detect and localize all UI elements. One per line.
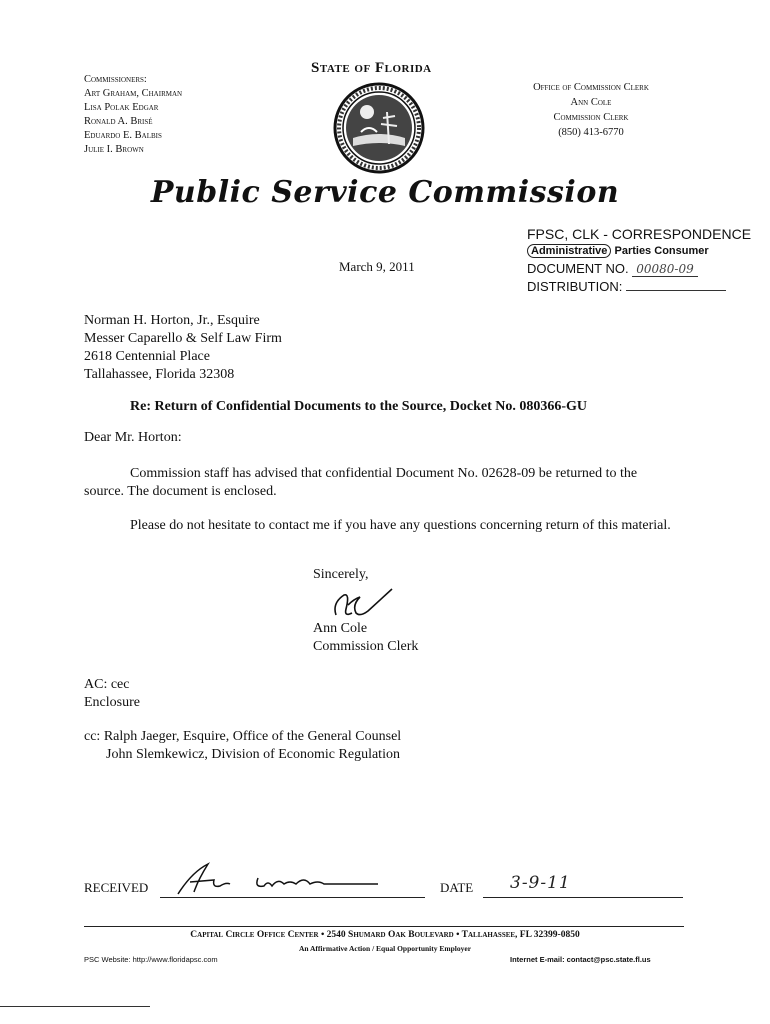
received-signature-icon <box>168 858 388 898</box>
stamp-categories <box>527 243 751 260</box>
address-line: 2618 Centennial Place <box>84 349 210 364</box>
clerk-phone: (850) 413-6770 <box>558 127 624 138</box>
stamp-heading: FPSC, CLK - CORRESPONDENCE <box>527 226 752 242</box>
cc-line: John Slemkewicz, Division of Economic Regulation <box>106 747 400 762</box>
subject-line: Re: Return of Confidential Documents to the Source, Docket No. 080366-GU <box>130 399 588 414</box>
cc-line: cc: Ralph Jaeger, Esquire, Office of the General Counsel <box>84 729 402 744</box>
signer-title: Commission Clerk <box>313 639 419 654</box>
footer-divider <box>84 926 684 927</box>
stamp-doc-label: DOCUMENT NO. <box>527 261 629 276</box>
signature-initials-icon <box>322 585 402 621</box>
enclosure-note: Enclosure <box>84 695 140 710</box>
commissioner-name: Julie I. Brown <box>84 144 144 155</box>
commissioner-name: Eduardo E. Balbis <box>84 130 162 141</box>
date-label: DATE <box>440 880 474 895</box>
received-label: RECEIVED <box>84 880 149 895</box>
scan-artifact-line <box>0 1006 150 1007</box>
recipient-address <box>84 312 282 384</box>
stamp-consumer: Consumer <box>654 245 709 257</box>
body-paragraph: Commission staff has advised that confidential Document No. 02628-09 be returned to the source. The document is enclosed. <box>84 466 638 499</box>
stamp-doc-number: 00080-09 <box>632 262 698 277</box>
page-title: Public Service Commission <box>150 175 620 210</box>
state-seal-icon <box>333 82 425 174</box>
commissioner-name: Lisa Polak Edgar <box>84 102 159 113</box>
commissioners-list <box>84 73 182 157</box>
clerk-name: Ann Cole <box>570 97 612 108</box>
address-line: Messer Caparello & Self Law Firm <box>84 331 282 346</box>
footer-employer: An Affirmative Action / Equal Opportunity Employer <box>298 944 472 953</box>
salutation: Dear Mr. Horton: <box>84 430 182 445</box>
footer-address: Capital Circle Office Center • 2540 Shumard Oak Boulevard • Tallahassee, FL 32399-0850 <box>190 930 580 940</box>
cc-block <box>84 728 401 764</box>
commissioners-heading: Commissioners: <box>84 74 147 85</box>
clerk-office-name: Office of Commission Clerk <box>533 82 649 93</box>
correspondence-stamp <box>527 226 751 295</box>
letter-date: March 9, 2011 <box>339 259 415 274</box>
closing: Sincerely, <box>313 567 369 582</box>
date-line <box>483 897 683 898</box>
commissioner-name: Ronald A. Brisé <box>84 116 153 127</box>
signer-name: Ann Cole <box>313 621 368 636</box>
address-line: Norman H. Horton, Jr., Esquire <box>84 313 260 328</box>
clerk-title: Commission Clerk <box>553 112 629 123</box>
stamp-document-row <box>527 260 751 278</box>
state-heading: State of Florida <box>311 60 432 76</box>
clerk-office-block <box>496 80 686 140</box>
typist-initials: AC: cec <box>84 677 130 692</box>
address-line: Tallahassee, Florida 32308 <box>84 367 235 382</box>
stamp-distribution-label: DISTRIBUTION: <box>527 279 623 294</box>
initials-block <box>84 676 140 712</box>
stamp-distribution-blank <box>626 280 726 291</box>
stamp-distribution-row <box>527 278 751 295</box>
commissioner-name: Art Graham, Chairman <box>84 88 183 99</box>
body-paragraph: Please do not hesitate to contact me if you have any questions concerning return of this material. <box>130 518 671 533</box>
footer-email: Internet E-mail: contact@psc.state.fl.us <box>510 955 651 964</box>
stamp-admin: Administrative <box>527 244 611 258</box>
received-date: 3-9-11 <box>510 873 571 893</box>
footer-website: PSC Website: http://www.floridapsc.com <box>84 955 218 964</box>
stamp-parties: Parties <box>614 245 652 257</box>
